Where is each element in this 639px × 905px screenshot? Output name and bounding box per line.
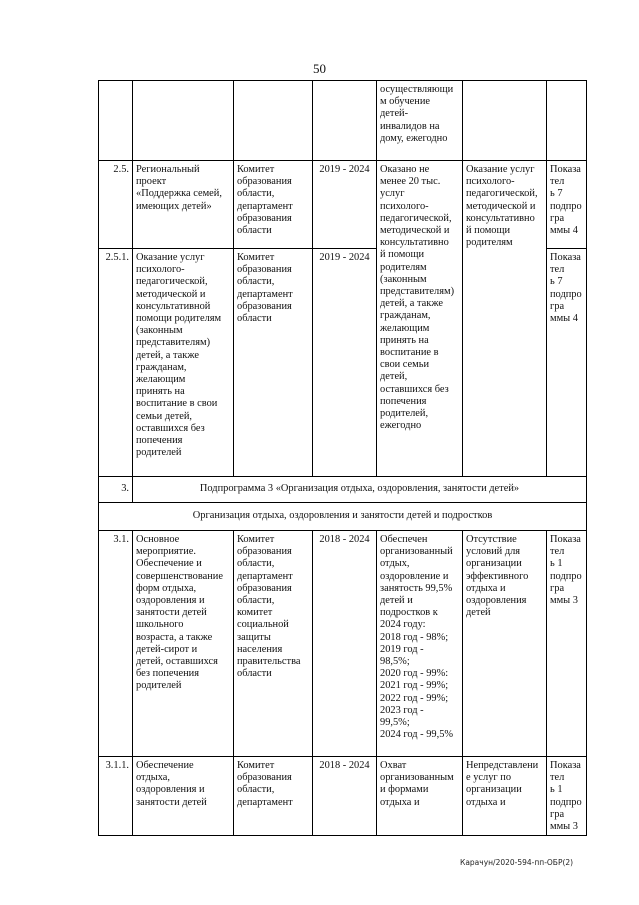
- executor: Комитет образования области, департамент образования области: [234, 161, 313, 249]
- section-row: [99, 477, 587, 503]
- row-number: 2.5.: [99, 161, 133, 249]
- expected-result: Охват организованным и формами отдыха и: [377, 757, 463, 836]
- table-row: [99, 161, 587, 249]
- page-number: 50: [313, 61, 326, 76]
- indicator-link: Показател ь 1 подпрогра ммы 3: [547, 531, 587, 757]
- indicator-link: Показател ь 7 подпрогра ммы 4: [547, 161, 587, 249]
- risk: [463, 81, 547, 161]
- period: 2018 - 2024: [313, 757, 377, 836]
- document-footer: Карачун/2020-594-пп-ОБР(2): [460, 858, 574, 867]
- indicator-link: Показател ь 7 подпрогра ммы 4: [547, 249, 587, 477]
- executor: Комитет образования области, департамент образования области, комитет социальной защиты населения правительства области: [234, 531, 313, 757]
- executor: Комитет образования области, департамент: [234, 757, 313, 836]
- row-number: 3.: [99, 477, 133, 503]
- indicator-link: [547, 81, 587, 161]
- row-number: 2.5.1.: [99, 249, 133, 477]
- indicator-link: Показател ь 1 подпрогра ммы 3: [547, 757, 587, 836]
- row-number: 3.1.: [99, 531, 133, 757]
- measure-name: [133, 81, 234, 161]
- period: [313, 81, 377, 161]
- table-row: [99, 81, 587, 161]
- table-row: [99, 531, 587, 757]
- period: 2019 - 2024: [313, 161, 377, 249]
- row-number: 3.1.1.: [99, 757, 133, 836]
- group-title: Организация отдыха, оздоровления и занятости детей и подростков: [99, 503, 587, 531]
- risk: Оказание услуг психолого- педагогической, методической и консультативно й помощи родителям: [463, 161, 547, 477]
- program-table: [98, 80, 587, 836]
- expected-result: осуществляющи м обучение детей- инвалидов на дому, ежегодно: [377, 81, 463, 161]
- measure-name: Основное мероприятие. Обеспечение и совершенствование форм отдыха, оздоровления и занятости детей школьного возраста, а также детей-сирот и детей, оставшихся без попечения родителей: [133, 531, 234, 757]
- period: 2019 - 2024: [313, 249, 377, 477]
- executor: [234, 81, 313, 161]
- period: 2018 - 2024: [313, 531, 377, 757]
- risk: Непредставлени е услуг по организации отдыха и: [463, 757, 547, 836]
- risk: Отсутствие условий для организации эффективного отдыха и оздоровления детей: [463, 531, 547, 757]
- measure-name: Региональный проект «Поддержка семей, имеющих детей»: [133, 161, 234, 249]
- expected-result: Оказано не менее 20 тыс. услуг психолого- педагогической, методической и консультативно й помощи родителям (законным представителям) детей, а также гражданам, желающим принять на воспитание в свои семьи детей, оставшихся без попечения родителей, ежегодно: [377, 161, 463, 477]
- measure-name: Оказание услуг психолого- педагогической, методической и консультативной помощи родителям (законным представителям) детей, а также гражданам, желающим принять на воспитание в свои семьи детей, оставшихся без попечения родителей: [133, 249, 234, 477]
- expected-result: Обеспечен организованный отдых, оздоровление и занятость 99,5% детей и подростков к 2024 году: 2018 год - 98%; 2019 год - 98,5%; 2020 год - 99%: 2021 год - 99%; 2022 год - 99%; 2023 год - 99,5%; 2024 год - 99,5%: [377, 531, 463, 757]
- executor: Комитет образования области, департамент образования области: [234, 249, 313, 477]
- measure-name: Обеспечение отдыха, оздоровления и занятости детей: [133, 757, 234, 836]
- row-number: [99, 81, 133, 161]
- table-row: [99, 757, 587, 836]
- subprogram-title: Подпрограмма 3 «Организация отдыха, оздоровления, занятости детей»: [133, 477, 587, 503]
- group-row: [99, 503, 587, 531]
